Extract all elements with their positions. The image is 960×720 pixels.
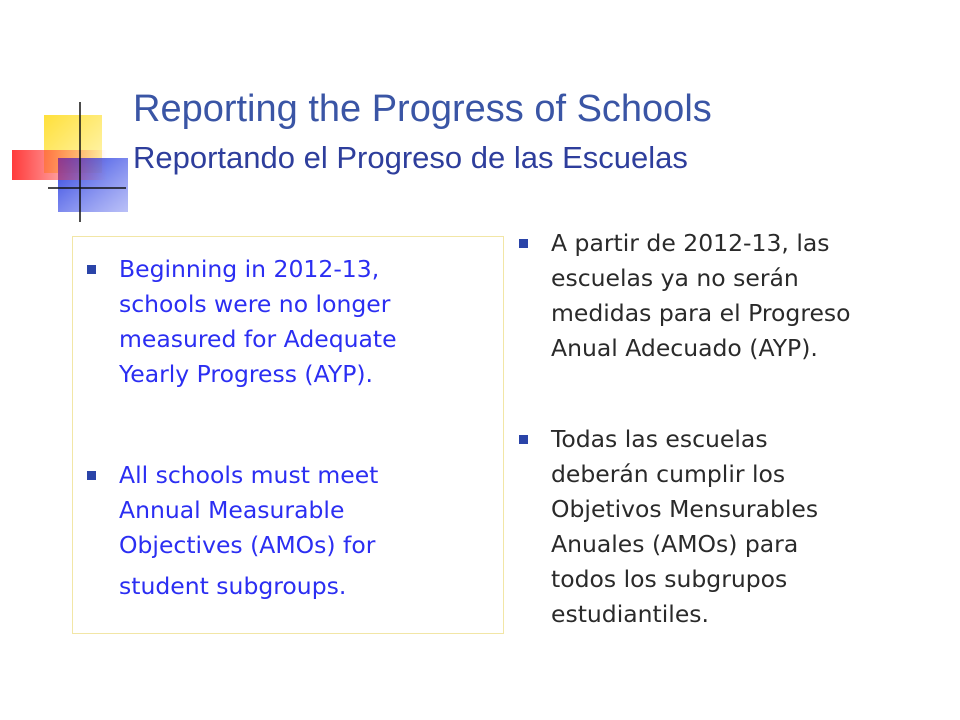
bullet-line: todos los subgrupos <box>551 565 788 593</box>
slide-title-spanish: Reportando el Progreso de las Escuelas <box>133 140 688 175</box>
bullet-line: All schools must meet <box>119 461 379 489</box>
bullet-line: Anual Adecuado (AYP). <box>551 334 818 362</box>
bullet-square-icon <box>519 435 528 444</box>
bullet-line: estudiantiles. <box>551 600 709 628</box>
bullet-square-icon <box>519 239 528 248</box>
bullet-square-icon <box>87 471 96 480</box>
bullet-line: measured for Adequate <box>119 325 397 353</box>
spanish-bullet-1 <box>551 226 851 366</box>
decorative-squares-logo <box>0 0 140 230</box>
bullet-line: Objetivos Mensurables <box>551 495 819 523</box>
english-bullet-2 <box>119 458 378 604</box>
slide-title-english: Reporting the Progress of Schools <box>133 88 712 130</box>
bullet-line: Todas las escuelas <box>551 425 768 453</box>
bullet-square-icon <box>87 265 96 274</box>
spanish-bullet-2 <box>551 422 818 632</box>
english-bullet-1 <box>119 252 397 392</box>
bullet-line: A partir de 2012-13, las <box>551 229 830 257</box>
bullet-line: medidas para el Progreso <box>551 299 851 327</box>
bullet-line: Yearly Progress (AYP). <box>119 360 374 388</box>
bullet-line: escuelas ya no serán <box>551 264 799 292</box>
bullet-line: Annual Measurable <box>119 496 345 524</box>
bullet-line: Objectives (AMOs) for <box>119 531 376 559</box>
bullet-line: Anuales (AMOs) para <box>551 530 799 558</box>
bullet-line: schools were no longer <box>119 290 391 318</box>
bullet-line: student subgroups. <box>119 572 347 600</box>
bullet-line: Beginning in 2012-13, <box>119 255 380 283</box>
bullet-line: deberán cumplir los <box>551 460 786 488</box>
